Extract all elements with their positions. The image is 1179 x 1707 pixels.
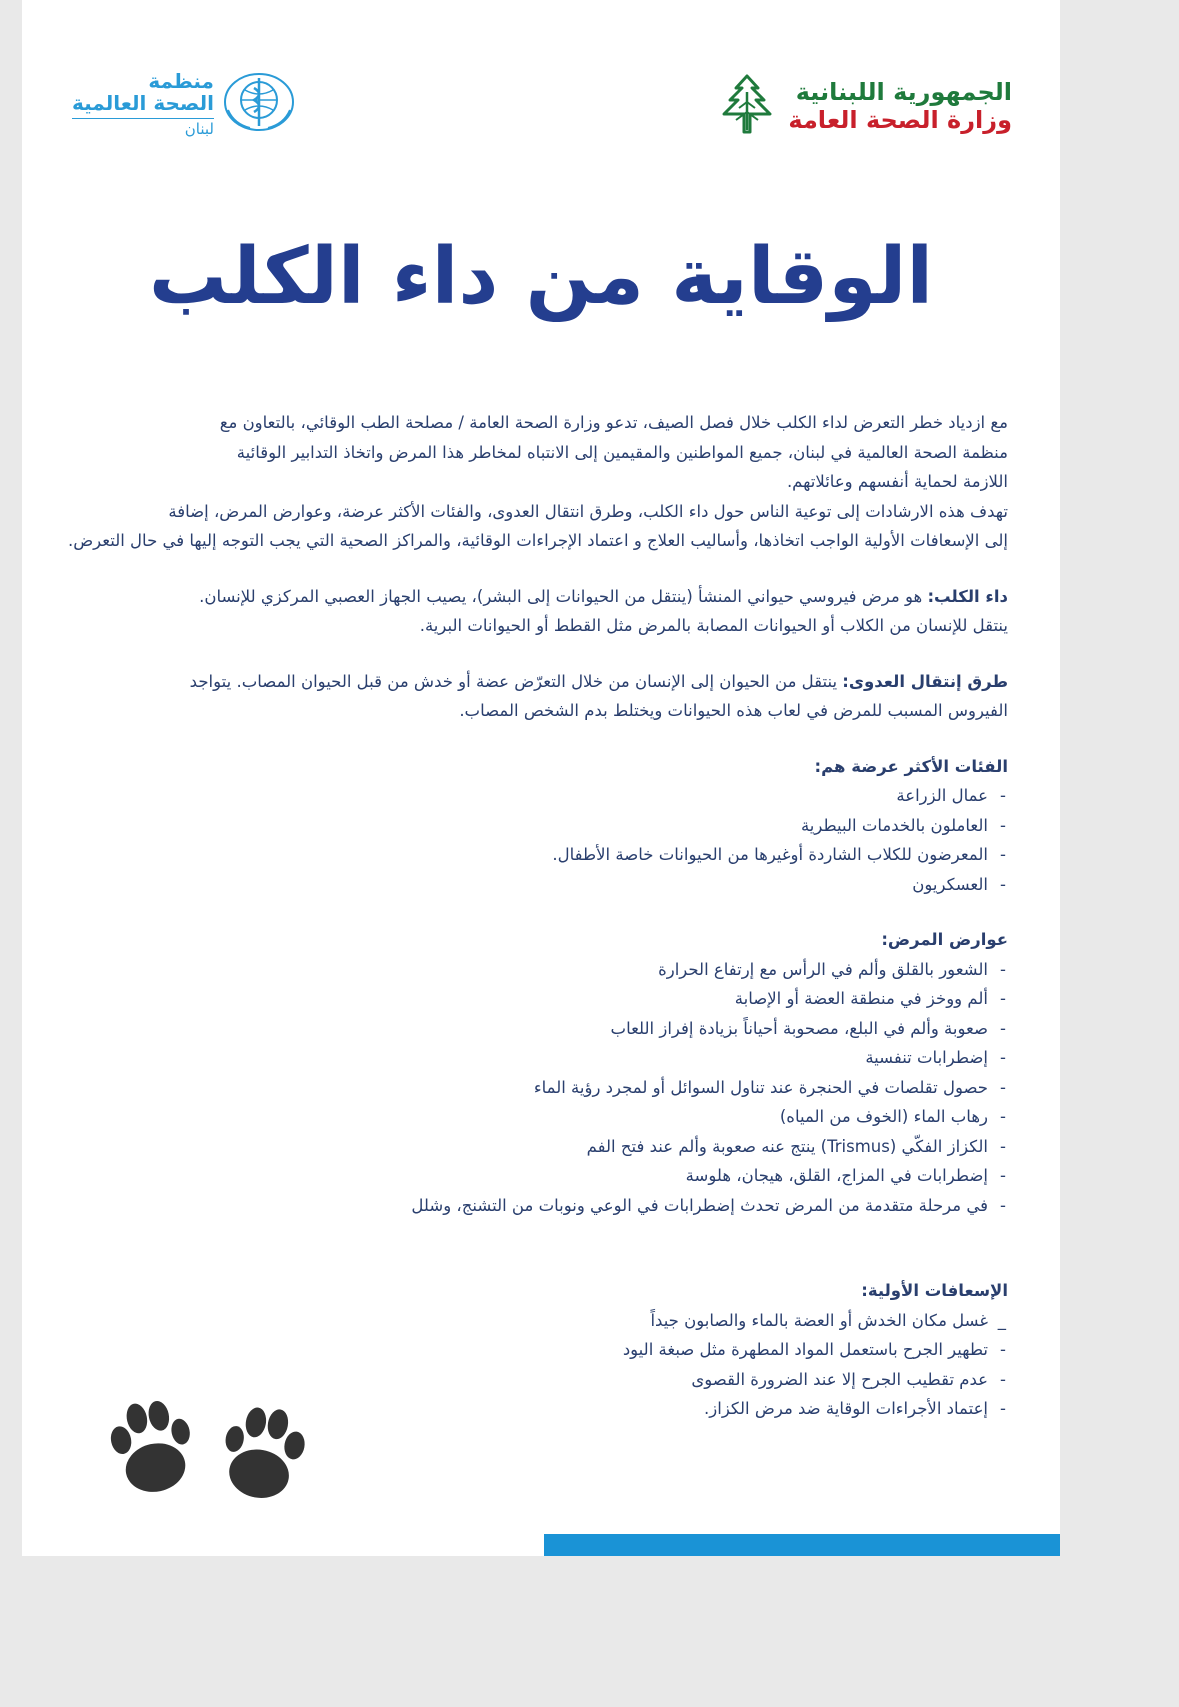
transmission-section bbox=[48, 667, 1008, 726]
list-item: - المعرضون للكلاب الشاردة أوغيرها من الحيوانات خاصة الأطفال. bbox=[48, 840, 1008, 870]
intro-line: مع ازدياد خطر التعرض لداء الكلب خلال فصل الصيف، تدعو وزارة الصحة العامة / مصلحة الطب الوقائي، بالتعاون مع bbox=[219, 413, 1008, 432]
symptoms-list bbox=[48, 955, 1008, 1221]
list-item: - عمال الزراعة bbox=[48, 781, 1008, 811]
intro-line: منظمة الصحة العالمية في لبنان، جميع المواطنين والمقيمين إلى الانتباه لمخاطر هذا المرض واتخاذ التدابير الوقائية bbox=[236, 442, 1008, 462]
rabies-line1 bbox=[48, 582, 1008, 612]
who-logo bbox=[72, 70, 298, 138]
list-item: - حصول تقلصات في الحنجرة عند تناول السوائل أو لمجرد رؤية الماء bbox=[48, 1073, 1008, 1103]
document-page bbox=[22, 0, 1060, 1556]
list-item: - إعتماد الأجراءات الوقاية ضد مرض الكزاز. bbox=[48, 1394, 1008, 1424]
intro-line: إلى الإسعافات الأولية الواجب اتخاذها، وأساليب العلاج و اعتماد الإجراءات الوقائية، والمراكز الصحية التي يجب التوجه إليها في حال التعرض. bbox=[67, 531, 1008, 550]
list-item: - في مرحلة متقدمة من المرض تحدث إضطرابات في الوعي ونوبات من التشنج، وشلل bbox=[48, 1191, 1008, 1221]
moph-name-line1: الجمهورية اللبنانية bbox=[795, 78, 1012, 107]
rabies-text: هو مرض فيروسي حيواني المنشأ (ينتقل من الحيوانات إلى البشر)، يصيب الجهاز العصبي المركزي للإنسان. bbox=[199, 586, 928, 606]
symptoms-section bbox=[48, 925, 1008, 1220]
transmission-line2: الفيروس المسبب للمرض في لعاب هذه الحيوانات ويختلط بدم الشخص المصاب. bbox=[459, 701, 1008, 720]
paw-prints-icon bbox=[92, 1388, 332, 1518]
list-item: - العاملون بالخدمات البيطرية bbox=[48, 811, 1008, 841]
rabies-line2: ينتقل للإنسان من الكلاب أو الحيوانات المصابة بالمرض مثل القطط أو الحيوانات البرية. bbox=[419, 616, 1008, 635]
list-item: - عدم تقطيب الجرح إلا عند الضرورة القصوى bbox=[48, 1365, 1008, 1395]
cedar-tree-icon bbox=[714, 72, 780, 142]
footer-accent-bar bbox=[544, 1534, 1060, 1556]
page-title: الوقاية من داء الكلب bbox=[148, 232, 934, 322]
list-item: - إضطرابات في المزاج، القلق، هيجان، هلوسة bbox=[48, 1161, 1008, 1191]
list-item: _ غسل مكان الخدش أو العضة بالماء والصابون جيداً bbox=[48, 1306, 1008, 1336]
list-item: - إضطرابات تنفسية bbox=[48, 1043, 1008, 1073]
list-item: - صعوبة وألم في البلع، مصحوبة أحياناً بزيادة إفراز اللعاب bbox=[48, 1014, 1008, 1044]
moph-logo bbox=[714, 72, 1012, 142]
who-name-line2: الصحة العالمية bbox=[72, 91, 214, 116]
list-item: - رهاب الماء (الخوف من المياه) bbox=[48, 1102, 1008, 1132]
list-item: - الكزاز الفكّي (Trismus) ينتج عنه صعوبة وألم عند فتح الفم bbox=[48, 1132, 1008, 1162]
transmission-label: طرق إنتقال العدوى: bbox=[842, 671, 1008, 691]
risk-groups-section bbox=[48, 752, 1008, 900]
list-item: - تطهير الجرح باستعمل المواد المطهرة مثل صبغة اليود bbox=[48, 1335, 1008, 1365]
list-item: - الشعور بالقلق وألم في الرأس مع إرتفاع الحرارة bbox=[48, 955, 1008, 985]
risk-groups-heading: الفئات الأكثر عرضة هم: bbox=[814, 756, 1008, 776]
first-aid-heading: الإسعافات الأولية: bbox=[861, 1281, 1008, 1300]
moph-name-line2: وزارة الصحة العامة bbox=[788, 106, 1012, 134]
risk-groups-list bbox=[48, 781, 1008, 899]
transmission-line1 bbox=[48, 667, 1008, 697]
symptoms-heading: عوارض المرض: bbox=[881, 930, 1008, 949]
rabies-definition bbox=[48, 582, 1008, 641]
who-emblem-icon bbox=[220, 70, 298, 138]
intro-line: تهدف هذه الارشادات إلى توعية الناس حول داء الكلب، وطرق انتقال العدوى، والفئات الأكثر عرضة، وعوارض المرض، إضافة bbox=[168, 501, 1008, 521]
list-item: - العسكريون bbox=[48, 870, 1008, 900]
list-item: - ألم ووخز في منطقة العضة أو الإصابة bbox=[48, 984, 1008, 1014]
moph-logo-text bbox=[788, 79, 1012, 134]
rabies-label: داء الكلب: bbox=[927, 586, 1008, 606]
transmission-text: ينتقل من الحيوان إلى الإنسان من خلال التعرّض عضة أو خدش من قبل الحيوان المصاب. يتواجد bbox=[189, 671, 843, 691]
intro-line: اللازمة لحماية أنفسهم وعائلاتهم. bbox=[786, 472, 1008, 491]
who-logo-text bbox=[72, 70, 214, 138]
intro-paragraph bbox=[48, 408, 1008, 556]
who-country: لبنان bbox=[72, 118, 214, 138]
who-name-line1: منظمة bbox=[148, 69, 214, 94]
document-body bbox=[48, 408, 1008, 1424]
